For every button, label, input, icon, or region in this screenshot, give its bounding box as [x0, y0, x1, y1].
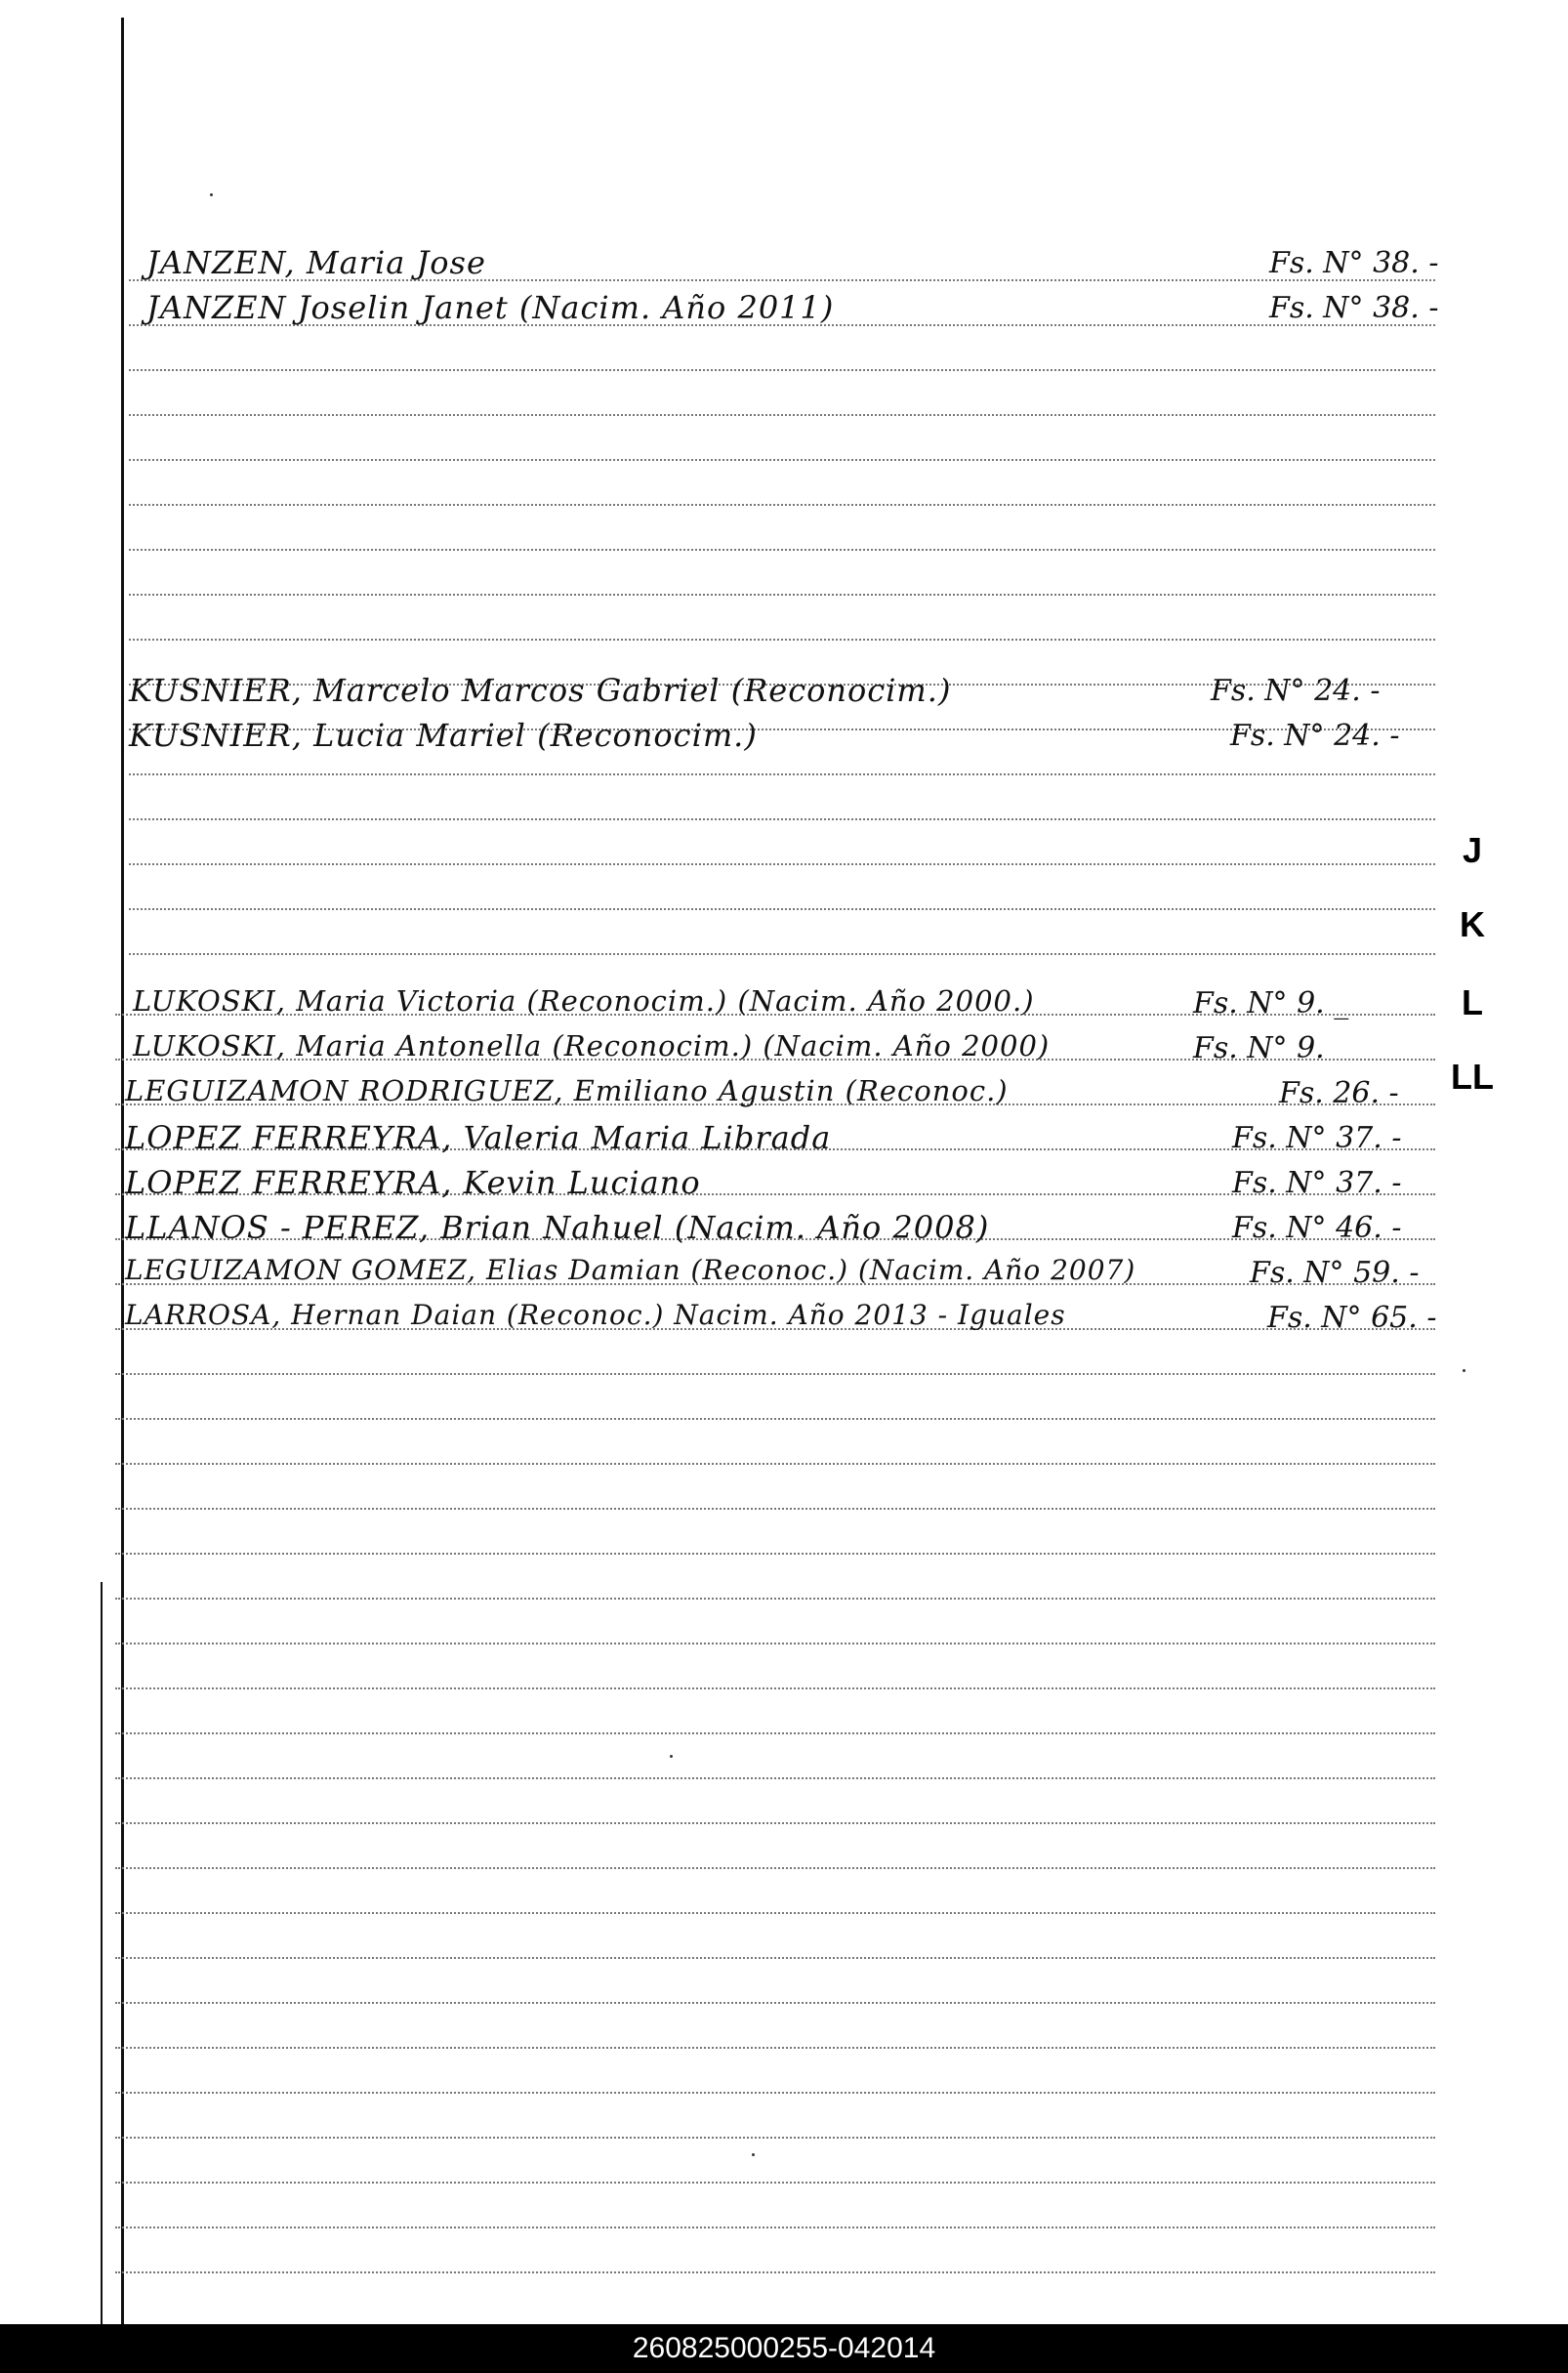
scan-speck	[210, 193, 213, 196]
ruled-line	[115, 1643, 1435, 1644]
entry-folio: Fs. N° 24. -	[1230, 719, 1400, 753]
entry-name: LEGUIZAMON GOMEZ, Elias Damian (Reconoc.) (Nacim. Año 2007)	[125, 1254, 1136, 1286]
ruled-line	[115, 1912, 1435, 1914]
ruled-line	[115, 1867, 1435, 1869]
ruled-line	[115, 1463, 1435, 1465]
entry-folio: Fs. N° 24. -	[1211, 674, 1381, 708]
entry-folio: Fs. N° 46. -	[1232, 1211, 1402, 1245]
entry-folio: Fs. N° 37. -	[1232, 1166, 1402, 1200]
entry-name: LUKOSKI, Maria Victoria (Reconocim.) (Nacim. Año 2000.)	[133, 984, 1035, 1018]
entry-name: LOPEZ FERREYRA, Kevin Luciano	[125, 1164, 701, 1201]
ruled-line	[129, 369, 1435, 371]
ruled-line	[115, 1732, 1435, 1734]
ruled-line	[129, 773, 1435, 775]
ruled-line	[115, 2182, 1435, 2184]
ruled-line	[129, 594, 1435, 596]
entry-folio: Fs. N° 37. -	[1232, 1121, 1402, 1155]
entry-folio: Fs. N° 59. -	[1250, 1256, 1420, 1290]
ruled-line	[115, 2092, 1435, 2094]
scan-speck	[1463, 1369, 1465, 1372]
entry-folio: Fs. N° 38. -	[1269, 291, 1439, 325]
ruled-line	[115, 1687, 1435, 1689]
ruled-line	[129, 504, 1435, 506]
ruled-line	[115, 1508, 1435, 1510]
entry-name: KUSNIER, Marcelo Marcos Gabriel (Reconocim.)	[129, 672, 952, 709]
ruled-line	[115, 2047, 1435, 2049]
index-letter-l: L	[1462, 982, 1483, 1022]
ruled-line	[129, 549, 1435, 551]
entry-name: KUSNIER, Lucia Mariel (Reconocim.)	[129, 717, 758, 754]
ruled-line	[115, 2271, 1435, 2273]
entry-name: LLANOS - PEREZ, Brian Nahuel (Nacim. Año 2008)	[125, 1209, 990, 1246]
ruled-line	[129, 414, 1435, 416]
entry-name: JANZEN, Maria Jose	[146, 244, 486, 281]
entry-name: LEGUIZAMON RODRIGUEZ, Emiliano Agustin (Reconoc.)	[125, 1074, 1009, 1107]
ruled-line	[115, 2227, 1435, 2228]
entry-folio: Fs. N° 38. -	[1269, 246, 1439, 280]
ruled-line	[129, 459, 1435, 461]
ruled-line	[129, 639, 1435, 641]
ruled-line	[115, 1373, 1435, 1375]
ruled-line	[115, 2002, 1435, 2004]
ruled-line	[129, 953, 1435, 955]
scan-speck	[752, 2153, 755, 2156]
entry-name: LOPEZ FERREYRA, Valeria Maria Librada	[125, 1119, 832, 1156]
ruled-line	[115, 1418, 1435, 1420]
entry-name: LARROSA, Hernan Daian (Reconoc.) Nacim. Año 2013 - Iguales	[125, 1299, 1066, 1331]
entry-folio: Fs. 26. -	[1279, 1076, 1399, 1110]
ruled-line	[115, 1777, 1435, 1779]
entry-folio: Fs. N° 9. _	[1193, 986, 1349, 1020]
ruled-line	[129, 863, 1435, 865]
entry-name: LUKOSKI, Maria Antonella (Reconocim.) (Nacim. Año 2000)	[133, 1029, 1051, 1062]
ruled-line	[129, 818, 1435, 820]
ruled-line	[115, 2137, 1435, 2139]
entry-folio: Fs. N° 65. -	[1267, 1301, 1437, 1335]
index-letter-j: J	[1462, 830, 1483, 870]
entry-folio: Fs. N° 9.	[1193, 1031, 1325, 1065]
margin-line	[121, 18, 124, 2324]
ruled-line	[129, 908, 1435, 910]
ruled-line	[115, 1553, 1435, 1555]
scan-code-footer: 260825000255-042014	[0, 2324, 1568, 2373]
margin-line-secondary	[101, 1582, 103, 2324]
scan-speck	[670, 1755, 673, 1758]
entry-name: JANZEN Joselin Janet (Nacim. Año 2011)	[146, 289, 835, 326]
index-letter-ll: LL	[1451, 1057, 1494, 1097]
ruled-line	[115, 1822, 1435, 1824]
index-letter-k: K	[1460, 904, 1485, 944]
ruled-line	[115, 1957, 1435, 1959]
ruled-line	[115, 1598, 1435, 1600]
